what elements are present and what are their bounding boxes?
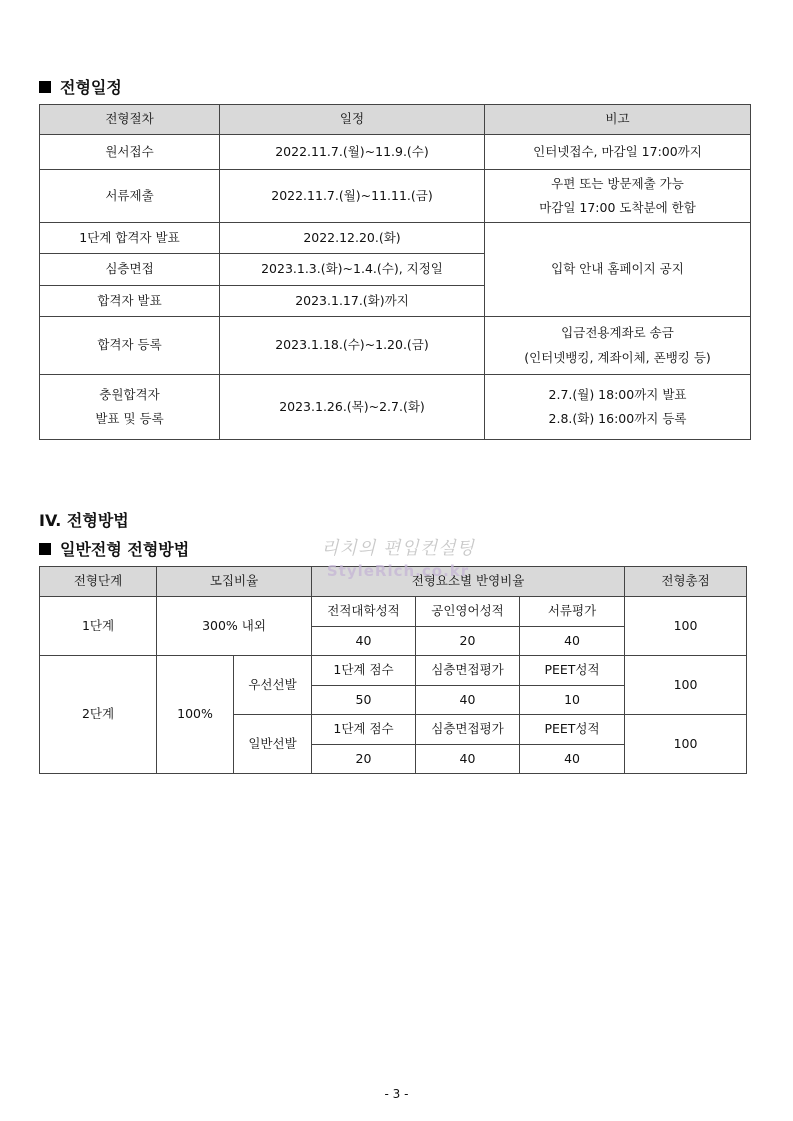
section-subtitle: 일반전형 전형방법	[60, 540, 190, 559]
ratio-cell: 100%	[157, 656, 234, 774]
value-cell: 40	[520, 627, 625, 656]
table-row	[40, 170, 751, 223]
square-bullet-icon	[39, 543, 51, 555]
note-line: 입금전용계좌로 송금	[561, 325, 674, 341]
total-cell: 100	[625, 715, 747, 774]
value-cell: 20	[312, 745, 416, 774]
ratio-cell: 300% 내외	[157, 597, 312, 656]
item-cell: 서류평가	[520, 597, 625, 627]
selection-type-cell: 일반선발	[234, 715, 312, 774]
section-heading-schedule	[39, 75, 122, 98]
note-cell: 인터넷접수, 마감일 17:00까지	[485, 135, 751, 170]
table-row	[40, 656, 747, 686]
step-cell	[40, 375, 220, 440]
value-cell: 20	[416, 627, 520, 656]
stage-cell: 1단계	[40, 597, 157, 656]
step-cell: 원서접수	[40, 135, 220, 170]
step-line: 충원합격자	[99, 386, 160, 402]
step-cell: 합격자 등록	[40, 317, 220, 375]
item-cell: 심층면접평가	[416, 715, 520, 745]
total-cell: 100	[625, 656, 747, 715]
table-row	[40, 135, 751, 170]
note-line: (인터넷뱅킹, 계좌이체, 폰뱅킹 등)	[524, 349, 711, 365]
step-line: 발표 및 등록	[95, 411, 164, 426]
square-bullet-icon	[39, 81, 51, 93]
item-cell: 공인영어성적	[416, 597, 520, 627]
value-cell: 50	[312, 686, 416, 715]
table-row	[40, 375, 751, 440]
header-cell: 모집비율	[157, 567, 312, 597]
item-cell: 1단계 점수	[312, 715, 416, 745]
note-cell	[485, 375, 751, 440]
selection-type-cell: 우선선발	[234, 656, 312, 715]
stage-cell: 2단계	[40, 656, 157, 774]
note-line: 2.7.(월) 18:00까지 발표	[548, 386, 687, 402]
value-cell: 10	[520, 686, 625, 715]
table-row	[40, 597, 747, 627]
chapter-title: IV. 전형방법	[39, 511, 129, 530]
step-cell: 서류제출	[40, 170, 220, 223]
note-cell	[485, 317, 751, 375]
chapter-heading	[39, 508, 129, 531]
step-cell: 1단계 합격자 발표	[40, 223, 220, 254]
header-cell: 전형요소별 반영비율	[312, 567, 625, 597]
date-cell: 2023.1.26.(목)~2.7.(화)	[220, 375, 485, 440]
date-cell: 2023.1.3.(화)~1.4.(수), 지정일	[220, 254, 485, 286]
section-heading-method	[39, 537, 189, 560]
step-cell: 심층면접	[40, 254, 220, 286]
total-cell: 100	[625, 597, 747, 656]
page-number: - 3 -	[384, 1087, 409, 1101]
value-cell: 40	[416, 686, 520, 715]
date-cell: 2022.11.7.(월)~11.11.(금)	[220, 170, 485, 223]
note-line: 우편 또는 방문제출 가능	[551, 175, 684, 191]
note-line: 2.8.(화) 16:00까지 등록	[548, 411, 687, 426]
note-cell	[485, 170, 751, 223]
table-header-row	[40, 567, 747, 597]
date-cell: 2022.11.7.(월)~11.9.(수)	[220, 135, 485, 170]
section-title: 전형일정	[60, 78, 122, 97]
value-cell: 40	[416, 745, 520, 774]
watermark-line: 리치의 편입컨설팅	[321, 538, 475, 559]
date-cell: 2023.1.17.(화)까지	[220, 286, 485, 317]
schedule-table	[39, 104, 751, 440]
value-cell: 40	[520, 745, 625, 774]
watermark-url: StyleRich.co.kr	[326, 562, 470, 580]
value-cell: 40	[312, 627, 416, 656]
header-cell: 전형절차	[40, 105, 220, 135]
merged-note-cell: 입학 안내 홈페이지 공지	[485, 223, 751, 317]
table-row	[40, 223, 751, 254]
table-header-row	[40, 105, 751, 135]
item-cell: PEET성적	[520, 656, 625, 686]
header-cell: 전형단계	[40, 567, 157, 597]
method-table	[39, 566, 747, 774]
item-cell: 1단계 점수	[312, 656, 416, 686]
header-cell: 전형총점	[625, 567, 747, 597]
note-line: 마감일 17:00 도착분에 한함	[539, 200, 696, 215]
date-cell: 2023.1.18.(수)~1.20.(금)	[220, 317, 485, 375]
step-cell: 합격자 발표	[40, 286, 220, 317]
item-cell: PEET성적	[520, 715, 625, 745]
item-cell: 심층면접평가	[416, 656, 520, 686]
date-cell: 2022.12.20.(화)	[220, 223, 485, 254]
header-cell: 비고	[485, 105, 751, 135]
header-cell: 일정	[220, 105, 485, 135]
item-cell: 전적대학성적	[312, 597, 416, 627]
table-row	[40, 317, 751, 375]
